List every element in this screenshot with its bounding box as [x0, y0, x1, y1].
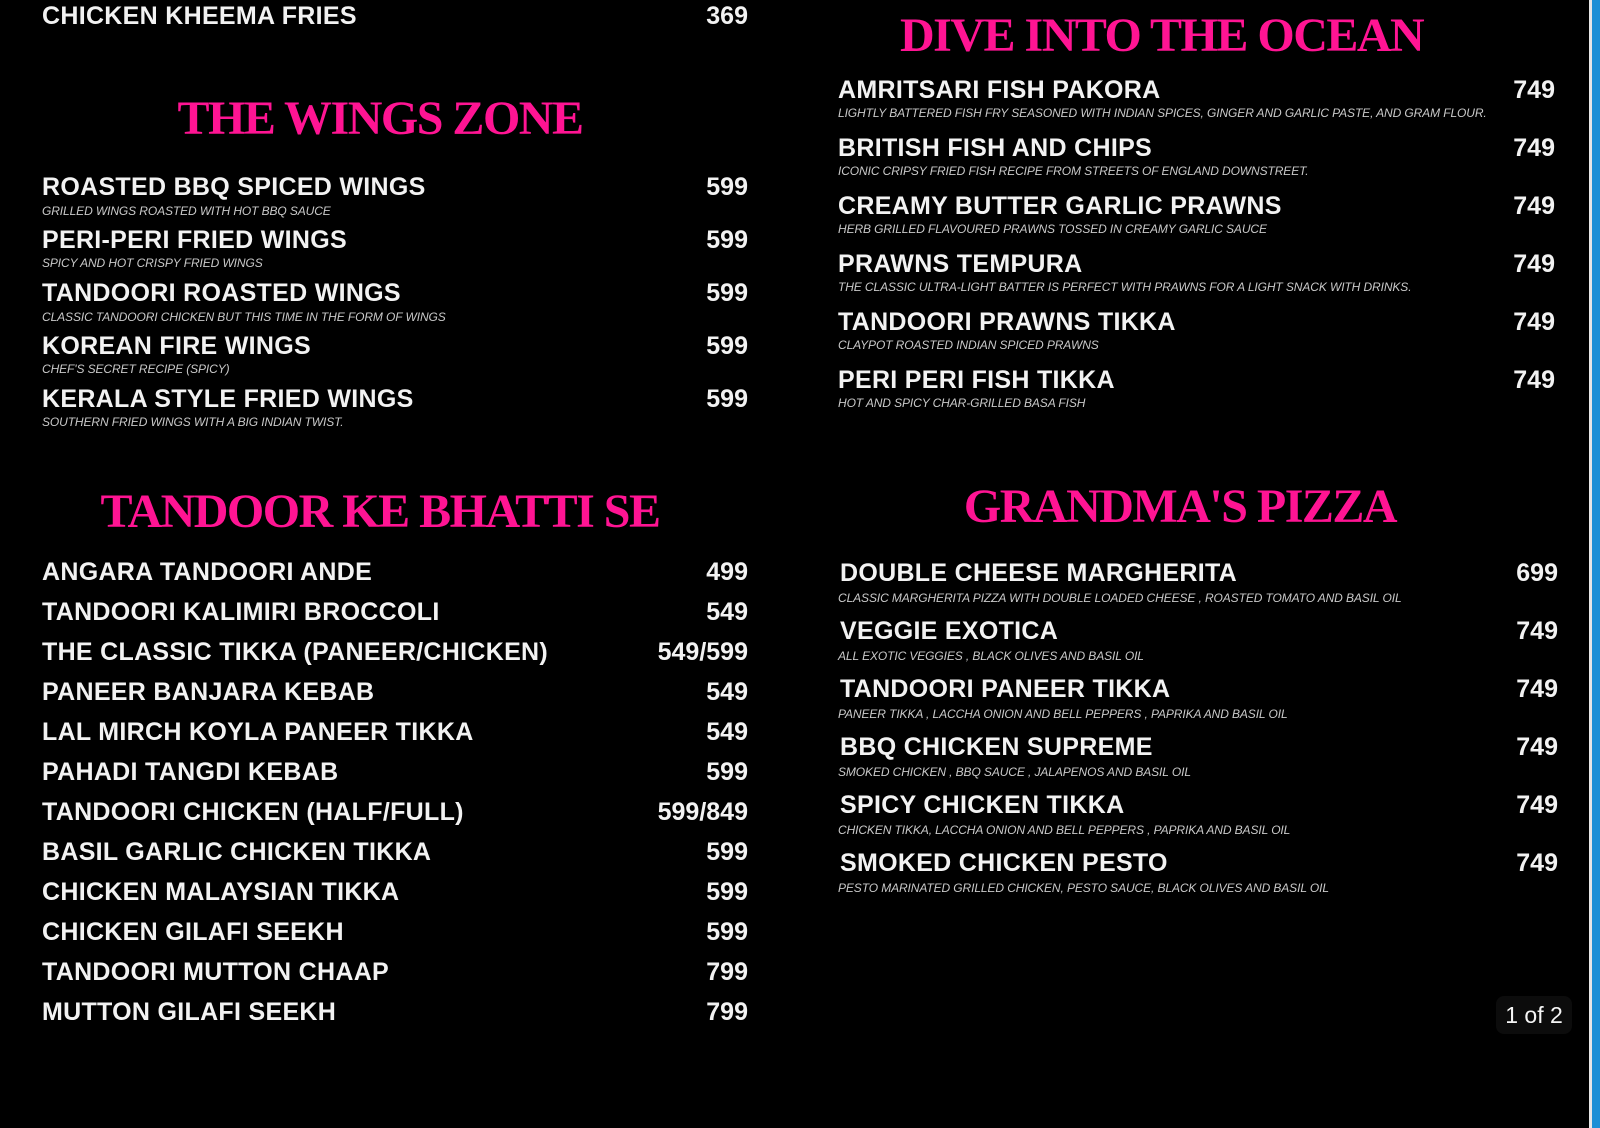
menu-item-description: ICONIC CRIPSY FRIED FISH RECIPE FROM STREETS OF ENGLAND DOWNSTREET.	[838, 164, 1309, 178]
menu-item-description: THE CLASSIC ULTRA-LIGHT BATTER IS PERFECT WITH PRAWNS FOR A LIGHT SNACK WITH DRINKS.	[838, 280, 1412, 294]
menu-item-name: CHICKEN KHEEMA FRIES	[42, 2, 357, 30]
menu-item-name: KERALA STYLE FRIED WINGS	[42, 385, 414, 413]
section-title-ocean: DIVE INTO THE OCEAN	[900, 9, 1424, 62]
menu-item-name: PANEER BANJARA KEBAB	[42, 678, 375, 706]
menu-item-price: 599	[706, 226, 748, 254]
menu-item-name: PERI PERI FISH TIKKA	[838, 366, 1115, 394]
menu-item-price: 749	[1516, 733, 1558, 761]
menu-item-name: LAL MIRCH KOYLA PANEER TIKKA	[42, 718, 474, 746]
section-title-tandoor: TANDOOR KE BHATTI SE	[100, 485, 660, 538]
menu-item-name: KOREAN FIRE WINGS	[42, 332, 311, 360]
menu-item-name: TANDOORI KALIMIRI BROCCOLI	[42, 598, 440, 626]
menu-item-name: PRAWNS TEMPURA	[838, 250, 1083, 278]
menu-item-price: 749	[1513, 308, 1555, 336]
menu-item-price: 369	[706, 2, 748, 30]
menu-item-name: SMOKED CHICKEN PESTO	[840, 849, 1168, 877]
menu-item-description: HERB GRILLED FLAVOURED PRAWNS TOSSED IN CREAMY GARLIC SAUCE	[838, 222, 1267, 236]
page-counter: 1 of 2	[1496, 996, 1572, 1034]
menu-item-price: 599	[706, 385, 748, 413]
menu-item-name: PERI-PERI FRIED WINGS	[42, 226, 347, 254]
menu-item-price: 749	[1516, 849, 1558, 877]
menu-item-price: 599	[706, 758, 748, 786]
menu-item-description: LIGHTLY BATTERED FISH FRY SEASONED WITH INDIAN SPICES, GINGER AND GARLIC PASTE, AND GRAM FLOUR.	[838, 106, 1487, 120]
menu-item-price: 599	[706, 878, 748, 906]
menu-item-price: 599	[706, 279, 748, 307]
menu-item-name: CHICKEN GILAFI SEEKH	[42, 918, 344, 946]
menu-item-price: 549/599	[657, 638, 748, 666]
menu-item-description: PANEER TIKKA , LACCHA ONION AND BELL PEPPERS , PAPRIKA AND BASIL OIL	[838, 707, 1288, 721]
menu-item-price: 749	[1513, 134, 1555, 162]
menu-item-description: GRILLED WINGS ROASTED WITH HOT BBQ SAUCE	[42, 204, 331, 218]
menu-item-price: 599	[706, 838, 748, 866]
menu-item-price: 699	[1516, 559, 1558, 587]
menu-item-price: 749	[1516, 675, 1558, 703]
menu-item-name: ROASTED BBQ SPICED WINGS	[42, 173, 426, 201]
menu-item-price: 749	[1516, 617, 1558, 645]
menu-item-name: PAHADI TANGDI KEBAB	[42, 758, 339, 786]
menu-item-price: 599	[706, 332, 748, 360]
menu-item-name: SPICY CHICKEN TIKKA	[840, 791, 1125, 819]
menu-item-price: 799	[706, 998, 748, 1026]
menu-item-price: 549	[706, 598, 748, 626]
menu-item-name: BASIL GARLIC CHICKEN TIKKA	[42, 838, 432, 866]
menu-item-price: 549	[706, 678, 748, 706]
menu-item-price: 499	[706, 558, 748, 586]
menu-item-name: DOUBLE CHEESE MARGHERITA	[840, 559, 1238, 587]
menu-item-description: PESTO MARINATED GRILLED CHICKEN, PESTO SAUCE, BLACK OLIVES AND BASIL OIL	[838, 881, 1329, 895]
menu-item-name: AMRITSARI FISH PAKORA	[838, 76, 1161, 104]
menu-item-description: HOT AND SPICY CHAR-GRILLED BASA FISH	[838, 396, 1086, 410]
menu-item-price: 549	[706, 718, 748, 746]
menu-item-description: CHEF'S SECRET RECIPE (SPICY)	[42, 362, 230, 376]
menu-item-name: VEGGIE EXOTICA	[840, 617, 1059, 645]
menu-item-price: 749	[1513, 192, 1555, 220]
menu-item-price: 599/849	[657, 798, 748, 826]
menu-item-name: TANDOORI MUTTON CHAAP	[42, 958, 390, 986]
menu-item-name: TANDOORI ROASTED WINGS	[42, 279, 401, 307]
menu-item-price: 749	[1513, 250, 1555, 278]
menu-item-name: BRITISH FISH AND CHIPS	[838, 134, 1153, 162]
menu-item-description: SPICY AND HOT CRISPY FRIED WINGS	[42, 256, 263, 270]
menu-item-name: THE CLASSIC TIKKA (PANEER/CHICKEN)	[42, 638, 549, 666]
menu-item-description: CHICKEN TIKKA, LACCHA ONION AND BELL PEPPERS , PAPRIKA AND BASIL OIL	[838, 823, 1291, 837]
section-title-wings: THE WINGS ZONE	[177, 92, 583, 145]
viewer-scrollbar-edge[interactable]	[1592, 0, 1600, 1128]
menu-item-name: TANDOORI CHICKEN (HALF/FULL)	[42, 798, 464, 826]
menu-item-description: CLASSIC TANDOORI CHICKEN BUT THIS TIME IN THE FORM OF WINGS	[42, 310, 446, 324]
menu-item-description: SMOKED CHICKEN , BBQ SAUCE , JALAPENOS AND BASIL OIL	[838, 765, 1191, 779]
menu-item-description: ALL EXOTIC VEGGIES , BLACK OLIVES AND BASIL OIL	[838, 649, 1144, 663]
menu-item-price: 749	[1516, 791, 1558, 819]
menu-item-description: CLAYPOT ROASTED INDIAN SPICED PRAWNS	[838, 338, 1099, 352]
menu-item-description: SOUTHERN FRIED WINGS WITH A BIG INDIAN TWIST.	[42, 415, 344, 429]
menu-item-name: CHICKEN MALAYSIAN TIKKA	[42, 878, 400, 906]
menu-item-price: 599	[706, 918, 748, 946]
menu-item-name: ANGARA TANDOORI ANDE	[42, 558, 373, 586]
menu-item-price: 749	[1513, 366, 1555, 394]
menu-item-name: MUTTON GILAFI SEEKH	[42, 998, 337, 1026]
menu-item-description: CLASSIC MARGHERITA PIZZA WITH DOUBLE LOADED CHEESE , ROASTED TOMATO AND BASIL OIL	[838, 591, 1402, 605]
menu-item-price: 599	[706, 173, 748, 201]
menu-item-name: CREAMY BUTTER GARLIC PRAWNS	[838, 192, 1282, 220]
menu-item-price: 749	[1513, 76, 1555, 104]
menu-item-name: TANDOORI PRAWNS TIKKA	[838, 308, 1176, 336]
menu-item-price: 799	[706, 958, 748, 986]
menu-item-name: BBQ CHICKEN SUPREME	[840, 733, 1153, 761]
menu-item-name: TANDOORI PANEER TIKKA	[840, 675, 1171, 703]
section-title-pizza: GRANDMA'S PIZZA	[963, 480, 1397, 533]
